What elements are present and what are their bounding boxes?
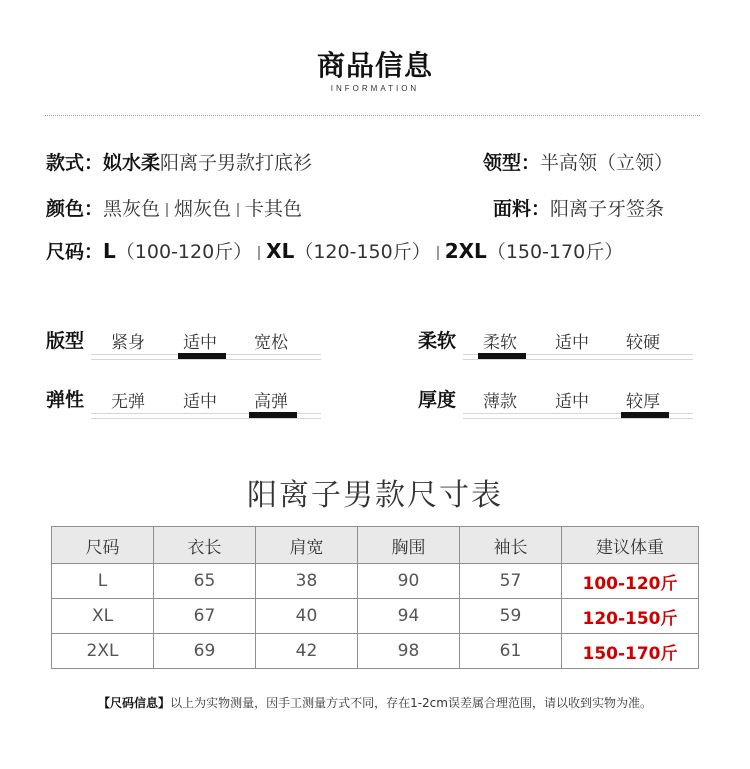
table-header-cell: 尺码 [52,527,154,564]
table-header-cell: 肩宽 [256,527,358,564]
table-header-cell: 袖长 [460,527,562,564]
style-label: 款式： [46,152,104,174]
size-range: （120-150斤） [294,241,431,263]
attribute-option: 柔软 [483,333,517,353]
size-note [0,694,750,711]
attribute-label: 弹性 [46,389,85,411]
table-cell: 61 [460,634,562,669]
attribute-option: 适中 [183,392,217,412]
size-table-title: 阳离子男款尺寸表 [247,478,503,513]
weight-cell: 100-120斤 [562,564,699,599]
color-option: 黑灰色 [103,198,161,220]
attribute-indicator [249,412,297,418]
attribute-option: 较硬 [626,333,660,353]
separator [166,203,168,217]
section-title: 商品信息 [316,49,433,82]
weight-cell: 120-150斤 [562,599,699,634]
table-cell: 40 [256,599,358,634]
attribute-option: 较厚 [626,392,660,412]
table-cell: 65 [154,564,256,599]
color-info [46,194,302,221]
separator [258,246,260,260]
collar-label: 领型： [483,152,541,174]
attribute-option: 薄款 [483,392,517,412]
attribute-option: 适中 [183,333,217,353]
table-cell: 2XL [52,634,154,669]
separator [437,246,439,260]
attribute-option: 无弹 [111,392,145,412]
separator [237,203,239,217]
size-table [51,526,699,669]
table-cell: 67 [154,599,256,634]
fabric-info [493,194,664,221]
table-cell: 94 [358,599,460,634]
style-value: 阳离子男款打底衫 [160,152,313,174]
attribute-option: 宽松 [254,333,288,353]
fabric-value: 阳离子牙签条 [550,198,665,220]
attribute-option: 适中 [555,333,589,353]
size-code: L [103,239,116,263]
collar-value: 半高领（立领） [540,152,674,174]
table-header-row [52,527,699,564]
table-cell: 57 [460,564,562,599]
table-cell: 42 [256,634,358,669]
style-info [46,148,312,175]
style-brand: 姒水柔 [103,152,161,174]
fabric-label: 面料： [493,198,551,220]
size-range: （150-170斤） [486,241,624,263]
attribute-indicator [621,412,669,418]
table-row [52,599,699,634]
attribute-indicator [178,353,226,359]
note-text: 以上为实物测量，因手工测量方式不同，存在1-2cm误差属合理范围，请以收到实物为准。 [170,696,652,710]
weight-cell: 150-170斤 [562,634,699,669]
table-row [52,634,699,669]
size-code: XL [266,239,295,263]
attribute-option: 高弹 [254,392,288,412]
section-subtitle: INFORMATION [330,84,420,93]
attribute-label: 版型 [46,330,85,352]
attribute-option: 适中 [555,392,589,412]
table-cell: 59 [460,599,562,634]
table-cell: 69 [154,634,256,669]
size-label: 尺码： [46,241,104,263]
collar-info [483,148,673,175]
table-header-cell: 衣长 [154,527,256,564]
table-header-cell: 建议体重 [562,527,699,564]
note-prefix: 【尺码信息】 [98,696,171,710]
dotted-divider [45,115,700,116]
size-range: （100-120斤） [115,241,253,263]
table-cell: XL [52,599,154,634]
table-cell: 98 [358,634,460,669]
attribute-indicator [478,353,526,359]
table-row [52,564,699,599]
size-info [46,237,623,264]
attribute-label: 厚度 [418,389,457,411]
color-option: 卡其色 [245,198,303,220]
color-option: 烟灰色 [174,198,232,220]
table-cell: 90 [358,564,460,599]
attribute-label: 柔软 [418,330,457,352]
size-code: 2XL [444,239,487,263]
table-header-cell: 胸围 [358,527,460,564]
attribute-option: 紧身 [111,333,145,353]
color-label: 颜色： [46,198,104,220]
table-cell: L [52,564,154,599]
table-cell: 38 [256,564,358,599]
